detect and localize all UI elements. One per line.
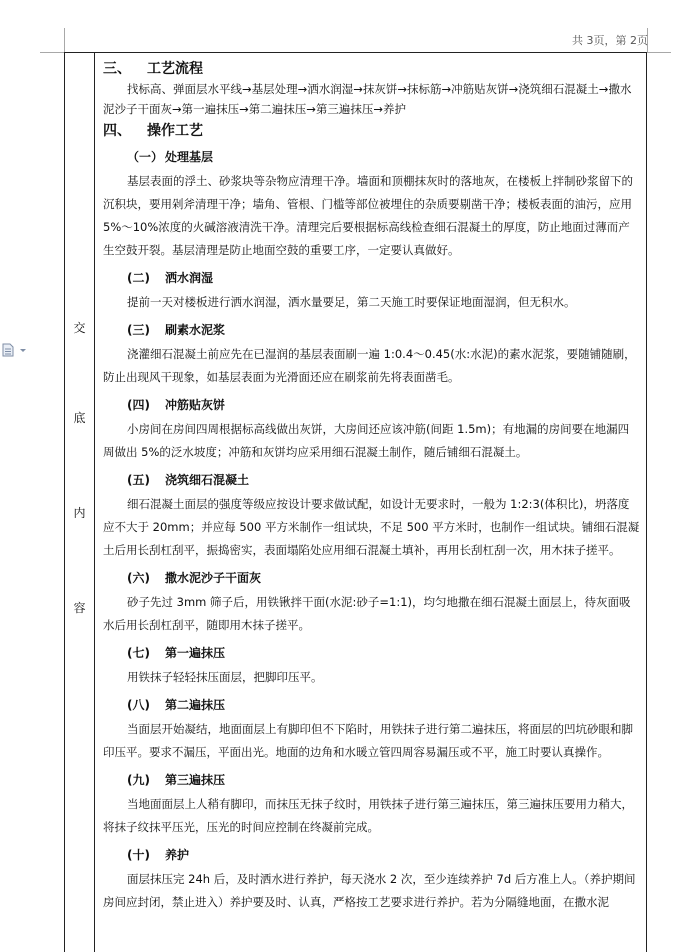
process-flow-text: 找标高、弹面层水平线→基层处理→洒水润湿→抹灰饼→抹标筋→冲筋贴灰饼→浇筑细石混凝土→撒水泥沙子干面灰→第一遍抹压→第二遍抹压→第三遍抹压→养护 bbox=[103, 82, 632, 116]
section-number: 三、 bbox=[103, 61, 131, 77]
paragraph: 用铁抹子轻轻抹压面层，把脚印压平。 bbox=[127, 670, 323, 684]
paragraph: 砂子先过 3mm 筛子后，用铁锹拌干面(水泥:砂子=1:1)，均匀地撒在细石混凝土面层上，待灰面吸水后用长刮杠刮平，随即用木抹子搓平。 bbox=[103, 595, 631, 632]
subsection-number: （一） bbox=[127, 150, 164, 164]
subsection-number: (二) bbox=[127, 271, 150, 285]
subsection-heading bbox=[127, 395, 640, 415]
subsection-heading bbox=[127, 643, 640, 663]
document-menu-icon[interactable] bbox=[2, 342, 28, 361]
paragraph: 当地面面层上人稍有脚印，而抹压无抹子纹时，用铁抹子进行第三遍抹压，第三遍抹压要用力稍大，将抹子纹抹平压光，压光的时间应控制在终凝前完成。 bbox=[103, 797, 633, 834]
subsection-title: 第三遍抹压 bbox=[165, 773, 226, 787]
subsection-heading bbox=[127, 268, 640, 288]
paragraph: 当面层开始凝结，地面面层上有脚印但不下陷时，用铁抹子进行第二遍抹压，将面层的凹坑砂眼和脚印压平。要求不漏压，平面出光。地面的边角和水暖立管四周容易漏压或不平，施工时要认真操作。 bbox=[103, 722, 633, 759]
side-label-char: 交 bbox=[73, 321, 86, 335]
section-number: 四、 bbox=[103, 123, 131, 139]
subsection-heading bbox=[127, 695, 640, 715]
subsection-title: 处理基层 bbox=[165, 150, 214, 164]
section-title: 操作工艺 bbox=[147, 123, 203, 139]
subsection-title: 洒水润湿 bbox=[165, 271, 214, 285]
subsection-number: (十) bbox=[127, 848, 150, 862]
subsection-heading bbox=[127, 147, 640, 167]
crop-mark-left-h bbox=[40, 52, 64, 53]
paragraph: 细石混凝土面层的强度等级应按设计要求做试配，如设计无要求时，一般为 1:2:3(体积比)，坍落度应不大于 20mm；并应每 500 平方米制作一组试块，不足 500 平方米时，也制作一组试块。铺细石混凝土后用长刮杠刮平，振捣密实，表面塌陷处应用细石混凝土填补，再用长刮杠刮一次，用木抹子搓平。 bbox=[103, 497, 640, 557]
subsection-title: 第二遍抹压 bbox=[165, 698, 226, 712]
crop-mark-left bbox=[64, 28, 65, 52]
subsection-heading bbox=[127, 770, 640, 790]
subsection-number: (四) bbox=[127, 398, 150, 412]
side-label-char: 底 bbox=[73, 411, 86, 425]
subsection-heading bbox=[127, 320, 640, 340]
crop-mark-right-h bbox=[647, 52, 671, 53]
subsection-heading bbox=[127, 845, 640, 865]
subsection-title: 浇筑细石混凝土 bbox=[165, 473, 250, 487]
paragraph: 面层抹压完 24h 后，及时洒水进行养护，每天浇水 2 次，至少连续养护 7d 后方准上人。（养护期间房间应封闭，禁止进入）养护要及时、认真，严格按工艺要求进行养护。若为分隔缝地面，在撒水泥 bbox=[103, 872, 636, 909]
subsection-number: (九) bbox=[127, 773, 150, 787]
subsection-number: (六) bbox=[127, 571, 150, 585]
paragraph: 基层表面的浮土、砂浆块等杂物应清理干净。墙面和顶棚抹灰时的落地灰，在楼板上拌制砂浆留下的沉积块，要用剁斧清理干净；墙角、管根、门槛等部位被埋住的杂质要剔凿干净；楼板表面的油污，应用 5%～10%浓度的火碱溶液清洗干净。清理完后要根据标高线检查细石混凝土的厚度，防止地面过薄而产生空鼓开裂。基层清理是防止地面空鼓的重要工序，一定要认真做好。 bbox=[103, 174, 633, 257]
subsection-title: 刷素水泥浆 bbox=[165, 323, 226, 337]
section-heading bbox=[103, 121, 640, 141]
subsection-heading bbox=[127, 568, 640, 588]
side-label-char: 内 bbox=[73, 506, 86, 520]
side-label-char: 容 bbox=[73, 601, 86, 615]
subsection-title: 撒水泥沙子干面灰 bbox=[165, 571, 262, 585]
page-indicator: 共 3页，第 2页 bbox=[572, 34, 648, 47]
section-title: 工艺流程 bbox=[147, 61, 203, 77]
subsection-number: (八) bbox=[127, 698, 150, 712]
subsection-number: (七) bbox=[127, 646, 150, 660]
section-heading bbox=[103, 59, 640, 79]
side-label-column bbox=[65, 53, 95, 952]
subsection-title: 第一遍抹压 bbox=[165, 646, 226, 660]
disclosure-table bbox=[64, 52, 647, 952]
paragraph: 提前一天对楼板进行洒水润湿，洒水量要足，第二天施工时要保证地面湿润，但无积水。 bbox=[127, 295, 576, 309]
subsection-number: (三) bbox=[127, 323, 150, 337]
subsection-title: 冲筋贴灰饼 bbox=[165, 398, 226, 412]
subsection-heading bbox=[127, 470, 640, 490]
subsection-title: 养护 bbox=[165, 848, 190, 862]
paragraph: 浇灌细石混凝土前应先在已湿润的基层表面刷一遍 1:0.4～0.45(水:水泥)的素水泥浆，要随铺随刷，防止出现风干现象，如基层表面为光滑面还应在刷浆前先将表面凿毛。 bbox=[103, 347, 636, 384]
content-area bbox=[95, 53, 646, 952]
subsection-number: (五) bbox=[127, 473, 150, 487]
paragraph: 小房间在房间四周根据标高线做出灰饼，大房间还应该冲筋(间距 1.5m)；有地漏的房间要在地漏四周做出 5%的泛水坡度；冲筋和灰饼均应采用细石混凝土制作，随后铺细石混凝土。 bbox=[103, 422, 630, 459]
